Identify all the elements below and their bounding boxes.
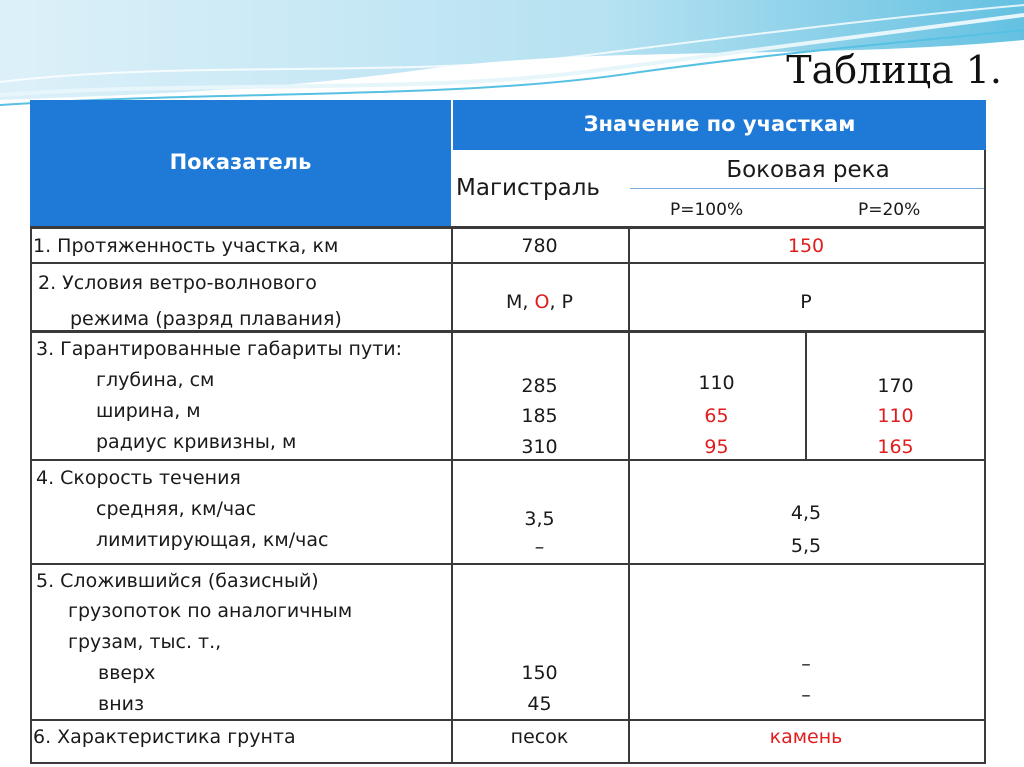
left-border bbox=[30, 226, 32, 764]
row6-label: 6. Характеристика грунта bbox=[33, 726, 296, 748]
row-divider-4 bbox=[30, 563, 986, 565]
header-indicator: Показатель bbox=[169, 150, 312, 174]
row3-p100-2: 65 bbox=[704, 405, 729, 427]
row6-side: камень bbox=[769, 726, 843, 748]
header-p100: Р=100% bbox=[670, 200, 744, 220]
right-border bbox=[984, 150, 986, 764]
row3-sub3: радиус кривизны, м bbox=[96, 431, 297, 453]
row5-main-1: 150 bbox=[521, 662, 558, 684]
page-title: Таблица 1. bbox=[786, 48, 1002, 92]
row5-main-2: 45 bbox=[527, 693, 552, 715]
row5-side-2: – bbox=[801, 684, 811, 706]
row3-p20-3: 165 bbox=[877, 436, 914, 458]
row2-main: М, О, Р bbox=[506, 291, 573, 313]
row3-main-2: 185 bbox=[521, 405, 558, 427]
header-main: Магистраль bbox=[456, 175, 600, 201]
row1-main: 780 bbox=[521, 235, 558, 257]
row2-label-1: 2. Условия ветро-волнового bbox=[38, 272, 317, 294]
data-table bbox=[30, 100, 986, 764]
row5-sub2: вниз bbox=[98, 693, 145, 715]
row3-p100-1: 110 bbox=[698, 372, 735, 394]
row4-side-2: 5,5 bbox=[790, 535, 822, 557]
row4-main-2: – bbox=[534, 536, 545, 558]
row-divider-5 bbox=[30, 719, 986, 721]
row5-label-1: 5. Сложившийся (базисный) bbox=[36, 570, 319, 592]
row6-main: песок bbox=[510, 726, 569, 748]
row3-p20-1: 170 bbox=[877, 375, 914, 397]
row-divider-3 bbox=[30, 459, 986, 461]
row5-label-2: грузопоток по аналогичным bbox=[68, 600, 353, 622]
row3-sub2: ширина, м bbox=[96, 400, 201, 422]
header-side: Боковая река bbox=[726, 157, 890, 183]
row4-label: 4. Скорость течения bbox=[36, 467, 241, 489]
row1-label: 1. Протяженность участка, км bbox=[33, 235, 339, 257]
row2-label-2: режима (разряд плавания) bbox=[70, 308, 342, 330]
row3-p20-2: 110 bbox=[877, 405, 914, 427]
row3-sub1: глубина, см bbox=[96, 369, 215, 391]
table-bottom-border bbox=[30, 762, 986, 764]
row4-sub1: средняя, км/час bbox=[96, 498, 257, 520]
row5-side-1: – bbox=[801, 653, 811, 675]
header-p20: Р=20% bbox=[858, 200, 921, 220]
row1-side: 150 bbox=[787, 235, 825, 257]
row3-p100-3: 95 bbox=[704, 436, 729, 458]
row5-label-3: грузам, тыс. т., bbox=[68, 631, 222, 653]
row-divider-2 bbox=[30, 330, 986, 333]
header-bottom-border bbox=[30, 226, 986, 229]
row-divider-1 bbox=[30, 262, 986, 264]
row3-main-3: 310 bbox=[521, 436, 558, 458]
row4-sub2: лимитирующая, км/час bbox=[96, 529, 329, 551]
row2-side: Р bbox=[800, 291, 812, 313]
row5-sub1: вверх bbox=[98, 662, 156, 684]
row3-label: 3. Гарантированные габариты пути: bbox=[36, 338, 403, 360]
row3-main-1: 285 bbox=[521, 375, 558, 397]
side-subheader-divider bbox=[630, 188, 986, 189]
header-values: Значение по участкам bbox=[583, 112, 856, 136]
row4-main-1: 3,5 bbox=[524, 508, 555, 530]
row4-side-1: 4,5 bbox=[790, 502, 822, 524]
